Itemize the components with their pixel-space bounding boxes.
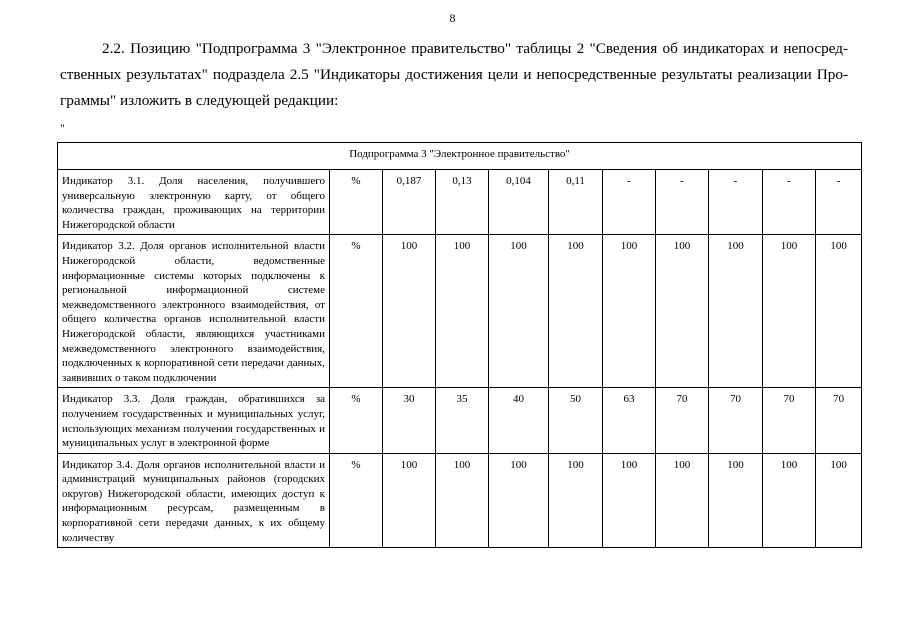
indicator-value: 70 [763, 388, 816, 453]
indicator-value: 100 [656, 235, 709, 388]
indicator-value: 100 [383, 235, 436, 388]
indicator-value: 100 [656, 453, 709, 548]
indicator-value: 100 [549, 453, 603, 548]
indicator-value: 100 [383, 453, 436, 548]
program-title: Подпрограмма 3 "Электронное правительство" [58, 143, 862, 170]
indicator-name: Индикатор 3.2. Доля органов исполнительной власти Нижегородской области, ведомственные информационные системы которых подключены к региональной информационной системе межведомственного электронного взаимодействия, от общего количества органов исполнительной власти Нижегородской области, являющихся участниками межведомственного электронного взаимодействия, подключенных к корпоративной сети передачи данных, заявивших о таком подключении [58, 235, 330, 388]
indicator-value: 100 [436, 453, 489, 548]
indicator-value: 100 [816, 453, 862, 548]
indicator-unit: % [330, 388, 383, 453]
indicator-value: - [709, 170, 763, 235]
indicator-value: 100 [489, 235, 549, 388]
indicator-value: 35 [436, 388, 489, 453]
indicator-value: 100 [763, 235, 816, 388]
indicator-unit: % [330, 235, 383, 388]
indicator-value: 0,104 [489, 170, 549, 235]
table-row [58, 170, 862, 235]
opening-quote-mark: " [60, 121, 65, 135]
table-row [58, 235, 862, 388]
indicator-value: 100 [603, 235, 656, 388]
indicator-value: 100 [603, 453, 656, 548]
indicator-value: - [763, 170, 816, 235]
indicator-name: Индикатор 3.3. Доля граждан, обратившихся за получением государственных и муниципальных услуг, использующих механизм получения государственных и муниципальных услуг в электронной форме [58, 388, 330, 453]
indicator-unit: % [330, 170, 383, 235]
indicator-value: 63 [603, 388, 656, 453]
indicator-value: 0,13 [436, 170, 489, 235]
indicator-value: 0,187 [383, 170, 436, 235]
indicator-value: 0,11 [549, 170, 603, 235]
indicator-value: 30 [383, 388, 436, 453]
indicator-value: - [816, 170, 862, 235]
program-header-row [58, 143, 862, 170]
indicator-value: 100 [709, 235, 763, 388]
indicator-value: - [603, 170, 656, 235]
indicator-name: Индикатор 3.4. Доля органов исполнительной власти и администраций муниципальных районов (городских округов) Нижегородской области, имеющих доступ к информационным ресурсам, размещенным в корпоративной сети передачи данных, к их общему количеству [58, 453, 330, 548]
table-row [58, 453, 862, 548]
indicator-unit: % [330, 453, 383, 548]
indicator-value: 100 [436, 235, 489, 388]
indicator-name: Индикатор 3.1. Доля населения, получившего универсальную электронную карту, от общего количества граждан, проживающих на территории Нижегородской области [58, 170, 330, 235]
indicator-value: 70 [816, 388, 862, 453]
indicator-value: 40 [489, 388, 549, 453]
indicator-value: 50 [549, 388, 603, 453]
page-number: 8 [449, 11, 456, 25]
indicator-value: - [656, 170, 709, 235]
indicator-value: 100 [709, 453, 763, 548]
indicator-value: 100 [489, 453, 549, 548]
indicator-value: 100 [816, 235, 862, 388]
indicator-value: 100 [549, 235, 603, 388]
indicator-value: 70 [656, 388, 709, 453]
intro-paragraph: 2.2. Позицию "Подпрограмма 3 "Электронное правительство" таблицы 2 "Сведения об индикаторах и непосредственных результатах" подраздела 2.5 "Индикаторы достижения цели и непосредственные результаты реализации Программы" изложить в следующей редакции: [60, 40, 848, 109]
indicators-table [57, 142, 862, 548]
indicator-value: 100 [763, 453, 816, 548]
table-row [58, 388, 862, 453]
indicator-value: 70 [709, 388, 763, 453]
